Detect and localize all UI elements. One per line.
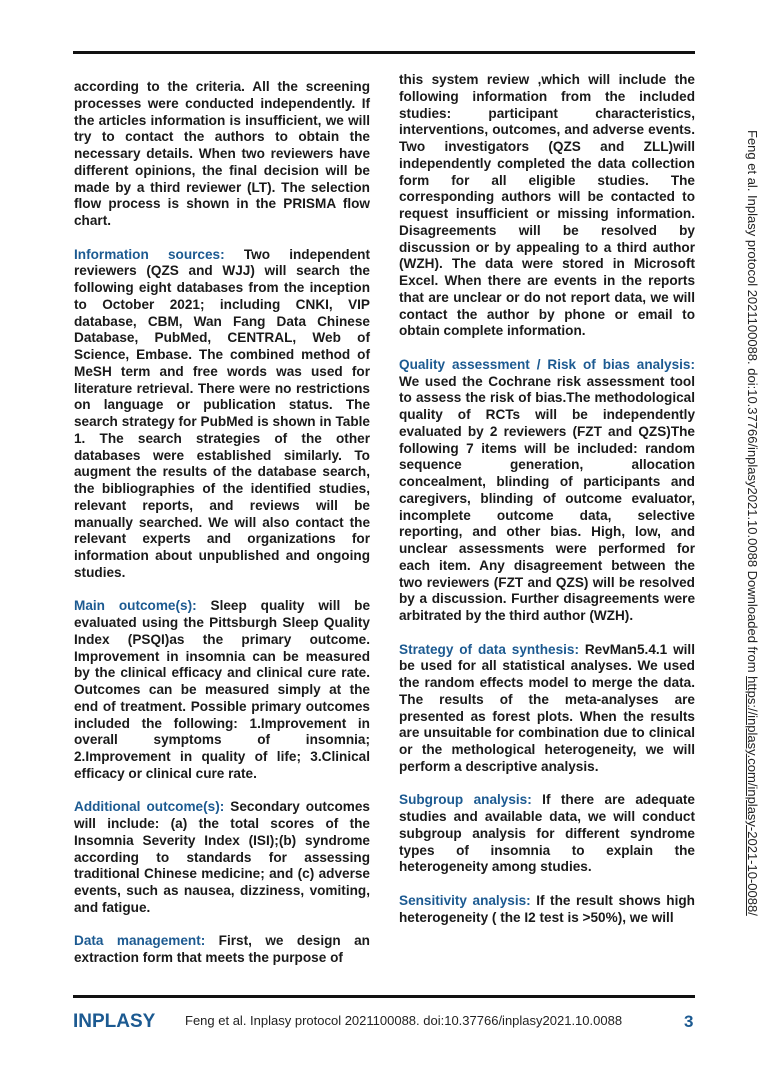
paragraph-main-outcomes: Main outcome(s): Sleep quality will be evaluated using the Pittsburgh Sleep Quality Index (PSQI)as the primary outcome. Improvement in insomnia can be measured by the clinical efficacy and clinical cure rate. Outcomes can be measured simply at the end of treatment. Possible primary outcomes included the following: 1.Improvement in overall symptoms of insomnia; 2.Improvement in quality of life; 3.Clinical efficacy or clinical cure rate. bbox=[74, 598, 371, 781]
paragraph-data-synthesis: Strategy of data synthesis: RevMan5.4.1 will be used for all statistical analyses. We used the random effects model to merge the data. The results of the meta-analyses are presented as forest plots. When the results are unsuitable for combination due to clinical or the methological heterogeneity, we will perform a descriptive analysis. bbox=[399, 641, 695, 774]
header-rule bbox=[73, 51, 695, 54]
download-sidebar bbox=[744, 130, 764, 916]
paragraph-data-management: Data management: First, we design an extraction form that meets the purpose of bbox=[74, 933, 370, 965]
sidebar-citation: Feng et al. Inplasy protocol 2021100088. doi:10.37766/inplasy2021.10.0088 Downloaded from https://inplasy.com/inplasy-2021-10-0088/ bbox=[745, 130, 760, 916]
right-column bbox=[399, 72, 695, 943]
section-heading: Data management: bbox=[74, 933, 206, 949]
section-heading: Additional outcome(s): bbox=[74, 799, 225, 815]
paragraph-screening: according to the criteria. All the screening processes were conducted independently. If the articles information is insufficient, we will try to contact the authors to obtain the necessary details. When two reviewers have different opinions, the final decision will be made by a third reviewer (LT). The selection flow process is shown in the PRISMA flow chart. bbox=[74, 79, 370, 228]
section-heading: Quality assessment / Risk of bias analysis: bbox=[399, 356, 695, 372]
paragraph-quality-assessment: Quality assessment / Risk of bias analysis: We used the Cochrane risk assessment tool to assess the risk of bias.The methodological quality of RCTs will be independently evaluated by 2 reviewers (FZT and QZS)The following 7 items will be included: random sequence generation, allocation concealment, blinding of participants and caregivers, blinding of outcome evaluator, incomplete outcome data, selective reporting, and other bias. High, low, and unclear assessments were performed for each item. Any disagreement between the two reviewers (FZT and QZS) will be resolved by a discussion. Further disagreements were arbitrated by the third author (WZH). bbox=[399, 356, 695, 623]
footer-citation: Feng et al. Inplasy protocol 2021100088. doi:10.37766/inplasy2021.10.0088 bbox=[185, 1013, 623, 1028]
page-number: 3 bbox=[684, 1012, 694, 1031]
paragraph-additional-outcomes: Additional outcome(s): Secondary outcomes will include: (a) the total scores of the Insomnia Severity Index (ISI);(b) syndrome according to standards for assessing traditional Chinese medicine; and (c) adverse events, such as nausea, dizziness, vomiting, and fatigue. bbox=[74, 799, 370, 915]
paragraph-data-extraction: this system review ,which will include the following information from the included studies: participant characteristics, interventions, outcomes, and adverse events. Two investigators (QZS and ZLL)will independently completed the data collection form for all eligible studies. The corresponding authors will be contacted to request insufficient or missing information. Disagreements will be resolved by discussion or by appealing to a third author (WZH). The data were stored in Microsoft Excel. When there are events in the reports that are unclear or do not report data, we will contact the author by phone or email to obtain complete information. bbox=[399, 72, 695, 339]
paragraph-sensitivity-analysis: Sensitivity analysis: If the result shows high heterogeneity ( the I2 test is >50%), we will bbox=[399, 892, 695, 925]
section-heading: Subgroup analysis: bbox=[399, 792, 532, 808]
left-column bbox=[74, 79, 370, 984]
paragraph-subgroup-analysis: Subgroup analysis: If there are adequate studies and available data, we will conduct subgroup analysis for different syndrome types of insomnia to explain the heterogeneity among studies. bbox=[399, 792, 695, 875]
section-heading: Main outcome(s): bbox=[74, 598, 197, 614]
paragraph-information-sources: Information sources: Two independent reviewers (QZS and WJJ) will search the following eight databases from the inception to October 2021; including CNKI, VIP database, CBM, Wan Fang Data Chinese Database, PubMed, CENTRAL, Web of Science, Embase. The combined method of MeSH term and free words was used for literature retrieval. There were no restrictions on language or publication status. The search strategy for PubMed is shown in Table 1. The search strategies of the other databases were established similarly. To augment the results of the database search, the bibliographies of the identified studies, relevant reports, and reviews will be manually searched. We will also contact the relevant experts and organizations for information about unpublished and ongoing studies. bbox=[74, 246, 370, 580]
footer-rule bbox=[73, 995, 695, 998]
download-link[interactable]: https://inplasy.com/inplasy-2021-10-0088/ bbox=[745, 676, 760, 916]
section-heading: Information sources: bbox=[74, 246, 225, 262]
journal-brand: INPLASY bbox=[73, 1011, 156, 1032]
section-heading: Strategy of data synthesis: bbox=[399, 641, 579, 657]
section-heading: Sensitivity analysis: bbox=[399, 892, 531, 908]
